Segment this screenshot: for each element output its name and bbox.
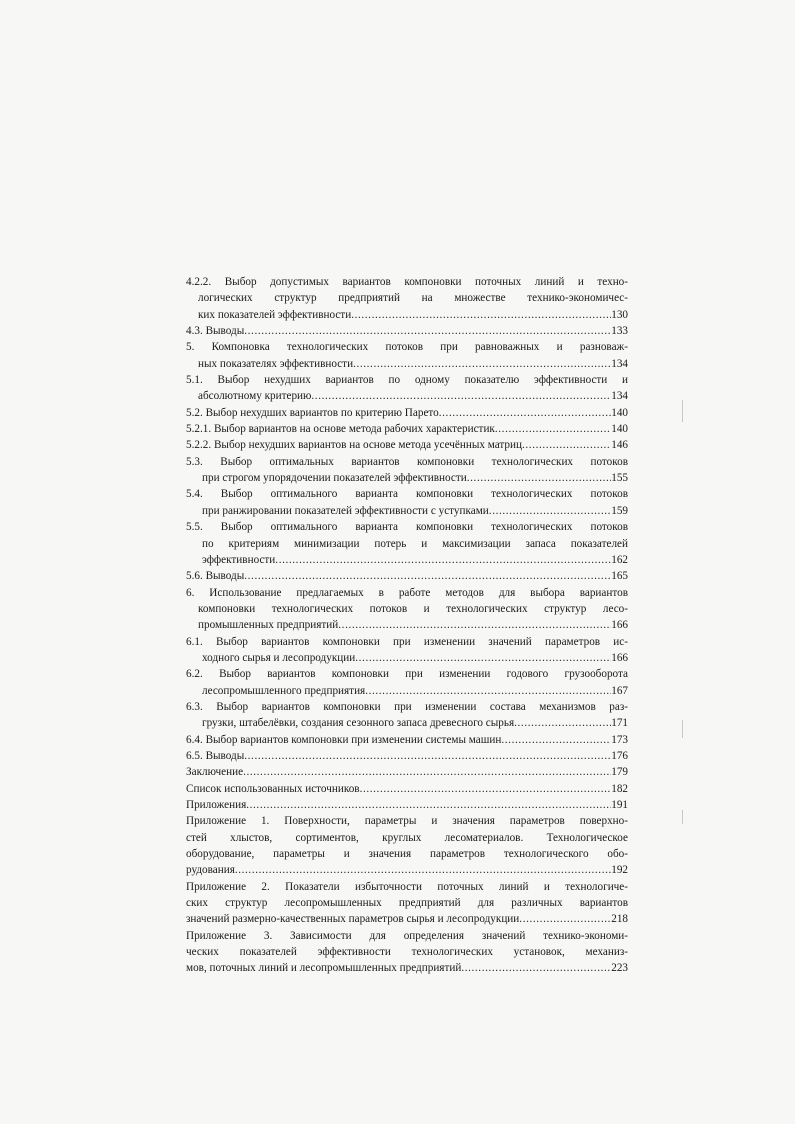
toc-page-number: 173: [611, 733, 628, 746]
toc-leader-dots: [522, 437, 611, 453]
toc-text: 4.2.2. Выбор допустимых вариантов компоновки поточных линий и техно-: [186, 276, 628, 288]
toc-page-number: 179: [611, 766, 628, 779]
toc-text: 5.1. Выбор нехудших вариантов по одному показателю эффективности и: [186, 374, 628, 387]
toc-leader-dots: [495, 421, 611, 437]
toc-leader-dots: [235, 862, 611, 878]
toc-page-number: 146: [611, 439, 628, 452]
toc-page-number: 166: [611, 619, 628, 632]
toc-text: ких показателей эффективности: [198, 308, 352, 321]
toc-page-number: 133: [611, 325, 628, 338]
toc-entry: [186, 307, 628, 323]
toc-line: [186, 290, 628, 306]
toc-text: 6.5. Выводы: [186, 749, 245, 762]
toc-text: 5.3. Выбор оптимальных вариантов компоновки технологических потоков: [186, 455, 628, 468]
toc-leader-dots: [467, 470, 611, 486]
toc-entry: [186, 748, 628, 764]
toc-leader-dots: [501, 732, 611, 748]
toc-line: [186, 813, 628, 829]
toc-line: [186, 585, 628, 601]
toc-text: 5.5. Выбор оптимального варианта компоновки технологических потоков: [186, 521, 628, 534]
toc-page-number: 182: [611, 782, 628, 795]
toc-page-number: 155: [611, 472, 628, 485]
toc-leader-dots: [244, 748, 611, 764]
toc-line: [186, 928, 628, 944]
toc-text: мов, поточных линий и лесопромышленных предприятий: [186, 962, 462, 975]
toc-page-number: 192: [611, 864, 628, 877]
toc-page-number: 130: [611, 308, 628, 321]
toc-page-number: 167: [611, 684, 628, 697]
toc-entry: [186, 797, 628, 813]
toc-leader-dots: [244, 568, 611, 584]
toc-text: значений размерно-качественных параметров сырья и лесопродукции: [186, 913, 520, 926]
toc-text: по критериям минимизации потерь и максимизации запаса показателей: [202, 537, 628, 550]
toc-line: [186, 666, 628, 682]
toc-entry: [186, 356, 628, 372]
toc-page-number: 191: [611, 799, 628, 811]
toc-text: 5. Компоновка технологических потоков при равноважных и разноваж-: [186, 341, 628, 354]
toc-leader-dots: [514, 715, 611, 731]
toc-leader-dots: [246, 797, 611, 813]
toc-page-number: 223: [611, 962, 628, 975]
toc-entry: [186, 911, 628, 927]
toc-line: [186, 536, 628, 552]
toc-entry: [186, 732, 628, 748]
toc-text: компоновки технологических потоков и технологических структур лесо-: [198, 602, 628, 615]
toc-text: 5.2.2. Выбор нехудших вариантов на основе метода усечённых матриц: [186, 439, 523, 452]
toc-leader-dots: [439, 405, 611, 421]
toc-leader-dots: [311, 388, 611, 404]
toc-line: [186, 895, 628, 911]
toc-entry: [186, 388, 628, 404]
toc-line: [186, 879, 628, 895]
toc-leader-dots: [519, 911, 611, 927]
toc-text: при строгом упорядочении показателей эффективности: [202, 472, 467, 485]
toc-entry: [186, 323, 628, 339]
toc-line: [186, 830, 628, 846]
toc-leader-dots: [338, 617, 611, 633]
toc-leader-dots: [275, 552, 611, 568]
toc-leader-dots: [351, 307, 611, 323]
toc-entry: [186, 405, 628, 421]
toc-entry: [186, 715, 628, 731]
toc-text: эффективности: [202, 553, 276, 566]
table-of-contents: [186, 274, 628, 977]
toc-text: Заключение: [186, 766, 244, 779]
scan-edge-mark: [682, 720, 683, 738]
toc-line: [186, 846, 628, 862]
toc-line: [186, 944, 628, 960]
toc-text: 4.3. Выводы: [186, 325, 245, 338]
toc-entry: [186, 421, 628, 437]
toc-entry: [186, 617, 628, 633]
toc-page-number: 140: [611, 423, 628, 436]
toc-line: [186, 601, 628, 617]
toc-text: 5.2.1. Выбор вариантов на основе метода рабочих характеристик: [186, 423, 495, 436]
toc-text: Приложение 2. Показатели избыточности поточных линий и технологиче-: [186, 880, 628, 893]
toc-text: рудования: [186, 864, 235, 877]
toc-text: при ранжировании показателей эффективности с уступками: [202, 504, 489, 517]
toc-entry: [186, 552, 628, 568]
toc-text: Список использованных источников: [186, 782, 360, 795]
toc-leader-dots: [355, 650, 611, 666]
toc-text: оборудование, параметры и значения параметров технологического обо-: [186, 848, 628, 861]
toc-page-number: 165: [611, 570, 628, 583]
toc-text: 6.1. Выбор вариантов компоновки при изменении значений параметров ис-: [186, 635, 628, 648]
toc-entry: [186, 437, 628, 453]
toc-text: лесопромышленного предприятия: [202, 684, 366, 697]
toc-leader-dots: [461, 960, 611, 976]
toc-text: 5.6. Выводы: [186, 570, 245, 583]
toc-entry: [186, 862, 628, 878]
toc-text: 6. Использование предлагаемых в работе методов для выбора вариантов: [186, 586, 628, 599]
scan-edge-mark: [682, 810, 683, 824]
toc-leader-dots: [243, 764, 611, 780]
toc-entry: [186, 470, 628, 486]
toc-text: абсолютному критерию: [198, 390, 312, 403]
toc-text: промышленных предприятий: [198, 619, 339, 632]
toc-entry: [186, 960, 628, 976]
toc-text: Приложение 3. Зависимости для определения значений технико-экономи-: [186, 929, 628, 942]
toc-line: [186, 274, 628, 290]
toc-text: 5.4. Выбор оптимального варианта компоновки технологических потоков: [186, 488, 628, 501]
scan-edge-mark: [682, 400, 683, 422]
toc-page-number: 171: [611, 717, 628, 730]
toc-text: Приложение 1. Поверхности, параметры и значения параметров поверхно-: [186, 815, 628, 828]
toc-line: [186, 339, 628, 355]
toc-page-number: 159: [611, 504, 628, 517]
toc-line: [186, 699, 628, 715]
toc-page-number: 134: [611, 357, 628, 370]
toc-leader-dots: [360, 781, 612, 797]
toc-page-number: 140: [611, 406, 628, 419]
toc-line: [186, 634, 628, 650]
toc-entry: [186, 503, 628, 519]
toc-line: [186, 486, 628, 502]
toc-text: 6.2. Выбор вариантов компоновки при изменении годового грузооборота: [186, 668, 628, 681]
toc-text: логических структур предприятий на множестве технико-экономичес-: [198, 292, 628, 305]
toc-text: 6.3. Выбор вариантов компоновки при изменении состава механизмов раз-: [186, 700, 628, 713]
toc-text: ческих показателей эффективности технологических установок, механиз-: [186, 946, 628, 959]
toc-leader-dots: [353, 356, 611, 372]
toc-page-number: 166: [611, 651, 628, 664]
toc-text: 6.4. Выбор вариантов компоновки при изменении системы машин: [186, 733, 502, 746]
toc-text: стей хлыстов, сортиментов, круглых лесоматериалов. Технологическое: [186, 831, 628, 844]
toc-entry: [186, 650, 628, 666]
toc-line: [186, 519, 628, 535]
toc-leader-dots: [244, 323, 611, 339]
toc-line: [186, 372, 628, 388]
toc-text: грузки, штабелёвки, создания сезонного запаса древесного сырья: [202, 717, 515, 730]
toc-line: [186, 454, 628, 470]
toc-page-number: 162: [611, 553, 628, 566]
toc-entry: [186, 781, 628, 797]
toc-entry: [186, 683, 628, 699]
toc-text: ских структур лесопромышленных предприятий для различных вариантов: [186, 897, 628, 910]
toc-page-number: 218: [611, 913, 628, 926]
toc-text: ходного сырья и лесопродукции: [202, 651, 356, 664]
toc-leader-dots: [489, 503, 611, 519]
toc-text: 5.2. Выбор нехудших вариантов по критерию Парето: [186, 406, 439, 419]
toc-page-number: 134: [611, 390, 628, 403]
toc-leader-dots: [365, 683, 611, 699]
toc-entry: [186, 568, 628, 584]
toc-page-number: 176: [611, 749, 628, 762]
toc-entry: [186, 764, 628, 780]
toc-text: ных показателях эффективности: [198, 357, 354, 370]
toc-text: Приложения: [186, 799, 247, 811]
